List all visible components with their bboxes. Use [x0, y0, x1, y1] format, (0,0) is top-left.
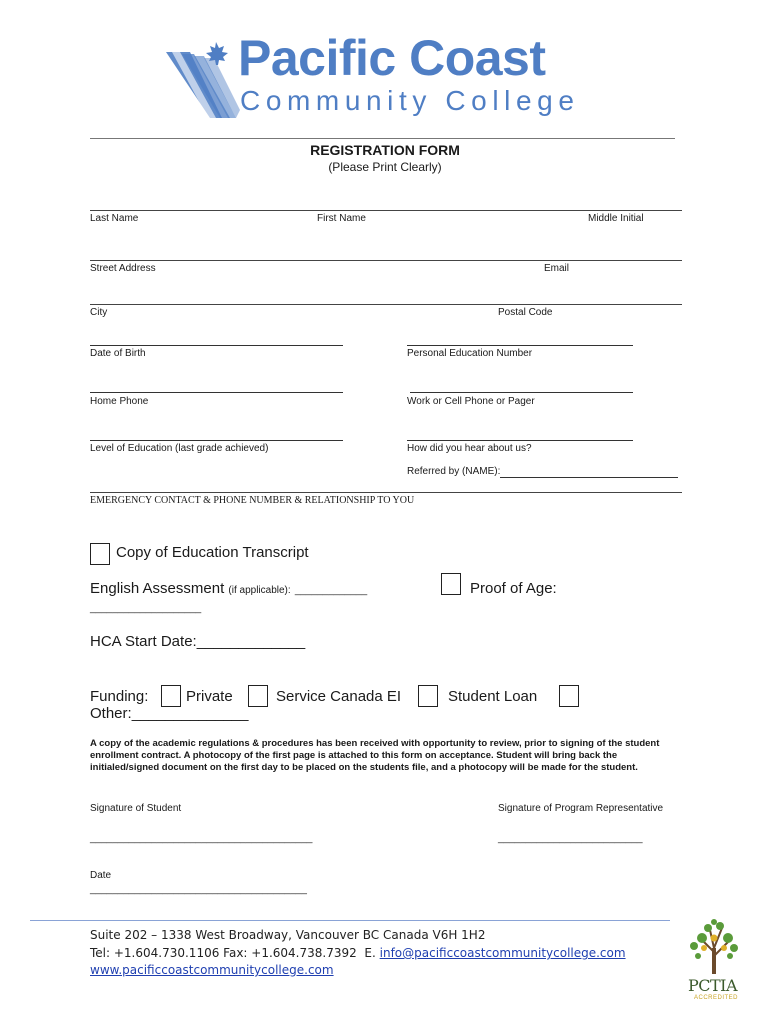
postal-code-label: Postal Code: [498, 307, 553, 318]
footer-email-prefix: E.: [364, 946, 376, 960]
education-transcript-checkbox[interactable]: [90, 543, 110, 565]
middle-initial-label: Middle Initial: [588, 213, 644, 224]
home-phone-line[interactable]: [90, 392, 343, 393]
english-assessment-label: [90, 580, 367, 597]
footer-tel-fax: Tel: +1.604.730.1106 Fax: +1.604.738.7392: [90, 946, 357, 960]
other-text: Other:: [90, 705, 132, 722]
funding-label: Funding:: [90, 688, 149, 705]
signature-of-representative-label: Signature of Program Representative: [498, 803, 664, 814]
date-of-birth-line[interactable]: [90, 345, 343, 346]
date-line[interactable]: _______________________________________: [90, 884, 307, 895]
work-cell-phone-line[interactable]: [410, 392, 633, 393]
other-label: [90, 705, 248, 722]
personal-education-number-line[interactable]: [407, 345, 633, 346]
service-canada-label: Service Canada EI: [276, 688, 402, 705]
referred-by-line[interactable]: [500, 477, 678, 478]
hca-start-date-label: [90, 633, 305, 650]
city-line[interactable]: [90, 304, 682, 305]
logo-wordmark-bottom: Community College: [240, 85, 580, 116]
signature-of-student-label: Signature of Student: [90, 803, 182, 814]
work-cell-phone-label: Work or Cell Phone or Pager: [407, 396, 535, 407]
footer-email-link[interactable]: info@pacificcoastcommunitycollege.com: [379, 946, 626, 960]
emergency-contact-line[interactable]: [90, 492, 682, 493]
student-loan-checkbox[interactable]: [418, 685, 438, 707]
date-label: Date: [90, 870, 112, 881]
level-of-education-line[interactable]: [90, 440, 343, 441]
education-transcript-label: Copy of Education Transcript: [116, 544, 309, 561]
if-applicable-text: (if applicable):: [228, 585, 291, 596]
referred-by-label: Referred by (NAME):: [407, 466, 501, 477]
english-assessment-blank-2[interactable]: ____________________: [90, 603, 202, 614]
proof-of-age-checkbox[interactable]: [441, 573, 461, 595]
home-phone-label: Home Phone: [90, 396, 149, 407]
how-did-you-hear-label: How did you hear about us?: [407, 443, 532, 454]
footer-contact: [90, 946, 626, 960]
form-title: REGISTRATION FORM: [310, 142, 460, 158]
how-did-you-hear-line[interactable]: [407, 440, 633, 441]
emergency-contact-label: EMERGENCY CONTACT & PHONE NUMBER & RELATIONSHIP TO YOU: [90, 495, 415, 506]
address-line[interactable]: [90, 260, 682, 261]
english-assessment-text: English Assessment: [90, 580, 225, 597]
other-checkbox[interactable]: [559, 685, 579, 707]
level-of-education-label: Level of Education (last grade achieved): [90, 443, 269, 454]
email-label: Email: [544, 263, 570, 274]
pctia-tree-icon: [684, 918, 744, 976]
regulations-notice: A copy of the academic regulations & procedures has been received with opportunity to review, prior to signing of the student enrollment contract. A photocopy of the first page is attached to this form on acceptance. Student will bring back the initialed/signed document on the first day to be placed on the students file, and a photocopy will be made for the student.: [90, 738, 660, 773]
form-subtitle: (Please Print Clearly): [328, 160, 442, 174]
college-logo-graphic: [160, 40, 240, 120]
date-of-birth-label: Date of Birth: [90, 348, 146, 359]
footer-website-link[interactable]: www.pacificcoastcommunitycollege.com: [90, 963, 334, 977]
hca-start-date-text: HCA Start Date:: [90, 633, 197, 650]
hca-start-date-blank[interactable]: _____________: [196, 633, 306, 650]
private-label: Private: [186, 688, 233, 705]
signature-of-representative-line[interactable]: __________________________: [498, 833, 643, 844]
student-loan-label: Student Loan: [448, 688, 538, 705]
footer-divider: [30, 920, 670, 921]
english-assessment-blank[interactable]: _____________: [294, 585, 368, 596]
header-divider: [90, 138, 675, 139]
service-canada-checkbox[interactable]: [248, 685, 268, 707]
signature-of-student-line[interactable]: ________________________________________: [90, 833, 313, 844]
name-line[interactable]: [90, 210, 682, 211]
city-label: City: [90, 307, 108, 318]
proof-of-age-label: Proof of Age:: [470, 580, 557, 597]
pctia-logo-subtext: ACCREDITED: [694, 995, 739, 1001]
footer-address: Suite 202 – 1338 West Broadway, Vancouver BC Canada V6H 1H2: [90, 928, 486, 942]
logo-wordmark-top: Pacific Coast: [238, 30, 546, 86]
other-blank[interactable]: ______________: [131, 705, 249, 722]
street-address-label: Street Address: [90, 263, 156, 274]
private-checkbox[interactable]: [161, 685, 181, 707]
pctia-logo-text: PCTIA: [688, 976, 738, 995]
personal-education-number-label: Personal Education Number: [407, 348, 533, 359]
first-name-label: First Name: [317, 213, 366, 224]
last-name-label: Last Name: [90, 213, 139, 224]
